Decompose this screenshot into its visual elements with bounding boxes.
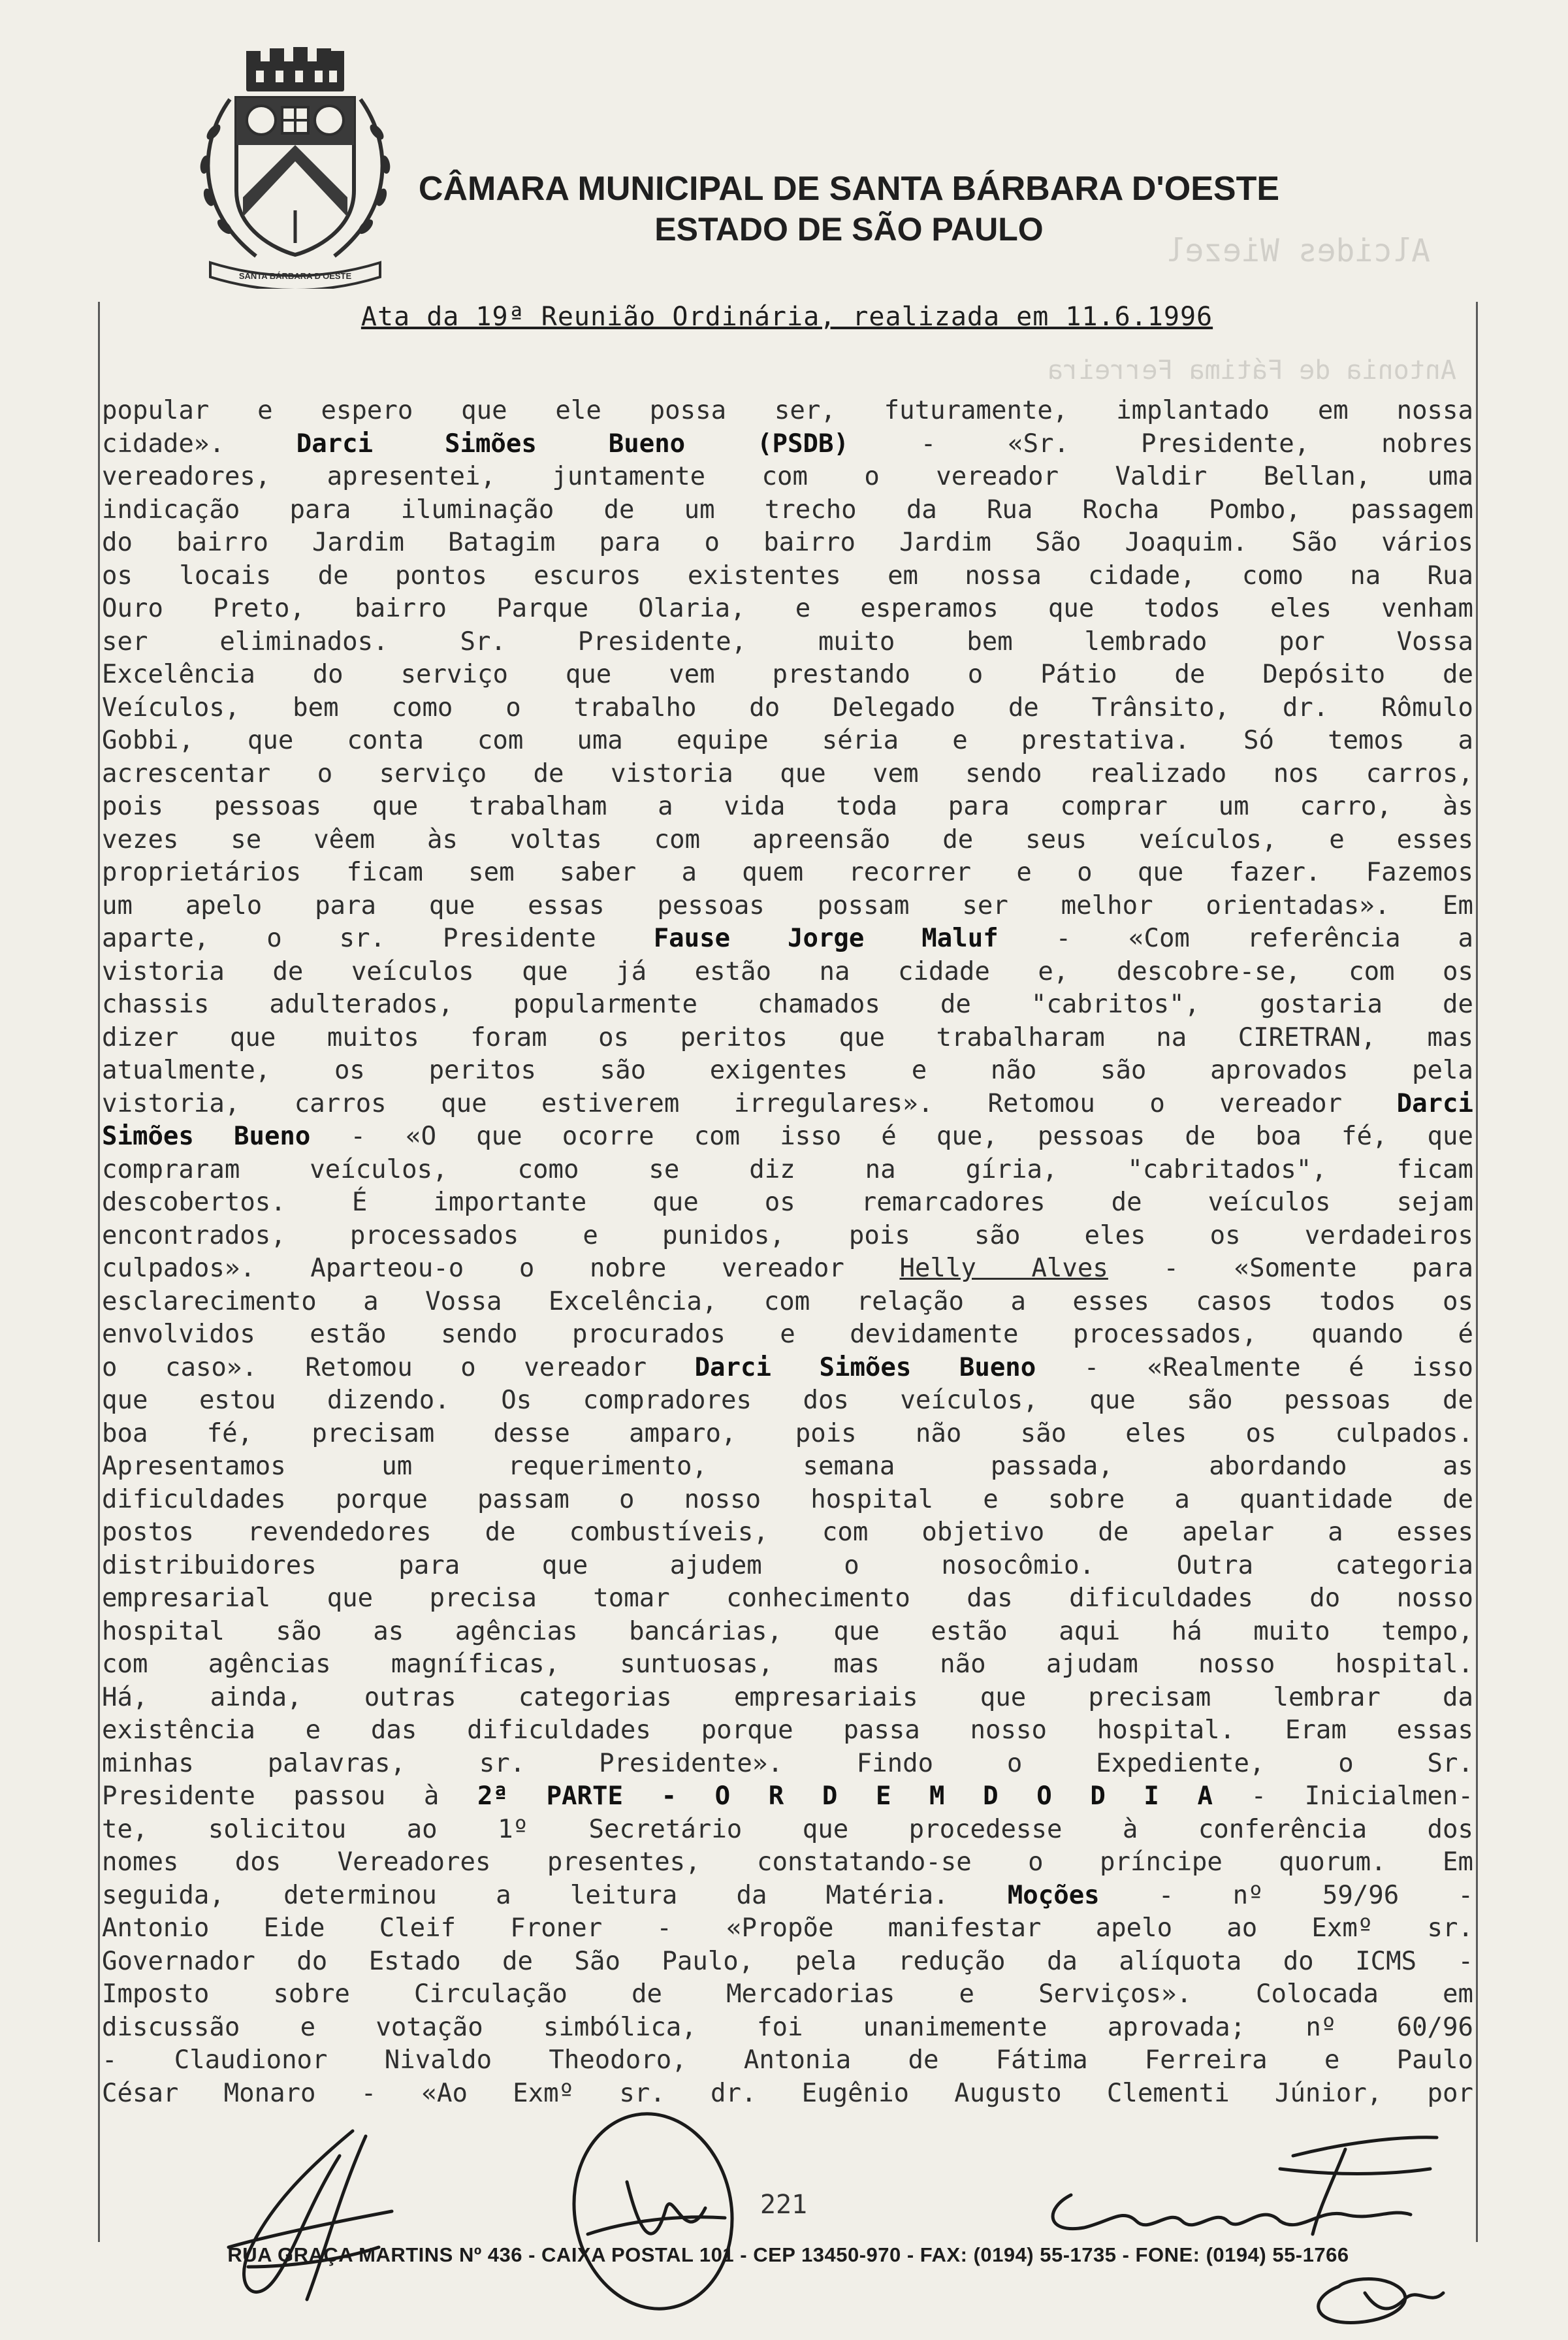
text-segment: vezes se vêem às voltas com apreensão de seus veículos, e esses	[102, 824, 1473, 854]
show-through-line-1: Alcides Wiezel	[1166, 233, 1430, 269]
text-line	[102, 2011, 1473, 2045]
text-segment: Ouro Preto, bairro Parque Olaria, e esperamos que todos eles venham	[102, 594, 1473, 623]
text-segment: distribuidores para que ajudem o nosocômio. Outra categoria	[102, 1550, 1473, 1580]
crest-ribbon-text: SANTA BÁRBARA D'OESTE	[238, 271, 352, 281]
text-line	[102, 922, 1473, 956]
text-line	[102, 956, 1473, 989]
text-line	[102, 494, 1473, 527]
text-segment: te, solicitou ao 1º Secretário que procedesse à conferência dos	[102, 1814, 1473, 1844]
text-line	[102, 1780, 1473, 1813]
text-line	[102, 1450, 1473, 1484]
text-line	[102, 1352, 1473, 1385]
text-line	[102, 1912, 1473, 1945]
text-line	[102, 1484, 1473, 1517]
bold-text-segment: Simões Bueno	[102, 1122, 311, 1151]
text-line	[102, 1945, 1473, 1979]
text-segment: nomes dos Vereadores presentes, constatando-se o príncipe quorum. Em	[102, 1847, 1473, 1877]
text-segment: dizer que muitos foram os peritos que trabalharam na CIRETRAN, mas	[102, 1022, 1473, 1052]
text-segment: o caso». Retomou o vereador	[102, 1352, 695, 1382]
text-segment: vereadores, apresentei, juntamente com o vereador Valdir Bellan, uma	[102, 462, 1473, 491]
text-line	[102, 1154, 1473, 1187]
bold-text-segment: Darci Simões Bueno	[694, 1352, 1036, 1382]
text-segment: Helly Alves	[899, 1254, 1108, 1283]
text-line	[102, 395, 1473, 428]
letterhead	[418, 169, 1280, 250]
text-line	[102, 1054, 1473, 1088]
text-segment: Governador do Estado de São Paulo, pela redução da alíquota do ICMS -	[102, 1946, 1473, 1976]
text-line	[102, 1516, 1473, 1550]
text-segment: Excelência do serviço que vem prestando o Pátio de Depósito de	[102, 660, 1473, 689]
text-segment: vistoria, carros que estiverem irregulares». Retomou o vereador	[102, 1088, 1397, 1118]
text-segment: proprietários ficam sem saber a quem recorrer e o que fazer. Fazemos	[102, 858, 1473, 887]
text-line	[102, 1616, 1473, 1649]
bold-text-segment: Darci Simões Bueno (PSDB)	[296, 429, 849, 459]
text-line	[102, 1186, 1473, 1220]
text-line	[102, 1088, 1473, 1121]
text-line	[102, 428, 1473, 461]
text-segment: Presidente passou à	[102, 1781, 477, 1811]
text-line	[102, 626, 1473, 659]
bold-text-segment: Moções	[1007, 1880, 1100, 1910]
text-segment: hospital são as agências bancárias, que estão aqui há muito tempo,	[102, 1616, 1473, 1646]
text-segment: envolvidos estão sendo procurados e devidamente processados, quando é	[102, 1320, 1473, 1349]
text-segment: existência e das dificuldades porque passa nosso hospital. Eram essas	[102, 1715, 1473, 1745]
left-margin-rule	[98, 302, 100, 2242]
text-segment: Imposto sobre Circulação de Mercadorias e Serviços». Colocada em	[102, 1979, 1473, 2009]
text-line	[102, 1714, 1473, 1747]
text-segment: - nº 59/96 -	[1099, 1880, 1473, 1910]
text-segment: aparte, o sr. Presidente	[102, 924, 654, 953]
text-line	[102, 1022, 1473, 1055]
text-segment: postos revendedores de combustíveis, com objetivo de apelar a esses	[102, 1518, 1473, 1547]
text-line	[102, 1747, 1473, 1781]
footer-address: RUA GRAÇA MARTINS Nº 436 - CAIXA POSTAL 101 - CEP 13450-970 - FAX: (0194) 55-1735 - FONE: (0194) 55-1766	[227, 2243, 1349, 2266]
text-segment: Veículos, bem como o trabalho do Delegado de Trânsito, dr. Rômulo	[102, 692, 1473, 723]
text-line	[102, 527, 1473, 560]
text-segment: do bairro Jardim Batagim para o bairro Jardim São Joaquim. São vários	[102, 528, 1473, 557]
bold-text-segment: Fause Jorge Maluf	[653, 924, 999, 953]
text-line	[102, 1120, 1473, 1154]
text-segment: descobertos. É importante que os remarcadores de veículos sejam	[102, 1188, 1473, 1217]
text-segment: - «Somente para	[1108, 1254, 1473, 1283]
text-line	[102, 1252, 1473, 1286]
text-segment: culpados». Aparteou-o o nobre vereador	[102, 1254, 900, 1283]
text-segment: encontrados, processados e punidos, pois são eles os verdadeiros	[102, 1220, 1473, 1250]
bold-text-segment: 2ª PARTE - O R D E M D O D I A	[477, 1781, 1213, 1811]
coat-of-arms	[184, 47, 406, 289]
text-line	[102, 692, 1473, 725]
text-segment: com agências magníficas, suntuosas, mas não ajudam nosso hospital.	[102, 1649, 1473, 1679]
text-line	[102, 1318, 1473, 1352]
text-segment: popular e espero que ele possa ser, futuramente, implantado em nossa	[102, 396, 1473, 425]
text-line	[102, 1550, 1473, 1583]
text-segment: - «O que ocorre com isso é que, pessoas de boa fé, que	[310, 1122, 1473, 1151]
text-segment: um apelo para que essas pessoas possam ser melhor orientadas». Em	[102, 890, 1473, 920]
text-segment: ser eliminados. Sr. Presidente, muito bem lembrado por Vossa	[102, 626, 1473, 657]
text-segment: acrescentar o serviço de vistoria que vem sendo realizado nos carros,	[102, 758, 1473, 788]
text-segment: empresarial que precisa tomar conhecimento das dificuldades do nosso	[102, 1584, 1473, 1613]
text-line	[102, 890, 1473, 923]
minutes-body	[102, 395, 1473, 2110]
text-segment: - «Sr. Presidente, nobres	[848, 429, 1473, 459]
show-through-line-2: Antonia de Fátima Ferreira	[1047, 355, 1456, 385]
text-segment: boa fé, precisam desse amparo, pois não são eles os culpados.	[102, 1418, 1473, 1448]
text-line	[102, 560, 1473, 593]
text-segment: cidade».	[102, 429, 296, 459]
text-segment: - Inicialmen-	[1213, 1781, 1473, 1811]
text-line	[102, 1978, 1473, 2011]
text-line	[102, 1879, 1473, 1913]
text-segment: vistoria de veículos que já estão na cidade e, descobre-se, com os	[102, 956, 1473, 986]
text-line	[102, 1384, 1473, 1418]
page-number: 221	[760, 2190, 808, 2220]
text-segment: Gobbi, que conta com uma equipe séria e prestativa. Só temos a	[102, 726, 1473, 755]
text-line	[102, 658, 1473, 692]
text-segment: chassis adulterados, popularmente chamados de "cabritos", gostaria de	[102, 990, 1473, 1019]
text-line	[102, 824, 1473, 857]
text-segment: - «Realmente é isso	[1036, 1352, 1473, 1382]
document-title: Ata da 19ª Reunião Ordinária, realizada em 11.6.1996	[360, 302, 1213, 332]
signature-left	[229, 2131, 392, 2299]
text-line	[102, 1648, 1473, 1682]
text-segment: - Claudionor Nivaldo Theodoro, Antonia de Fátima Ferreira e Paulo	[102, 2045, 1473, 2075]
text-segment: minhas palavras, sr. Presidente». Findo o Expediente, o Sr.	[102, 1748, 1473, 1778]
text-line	[102, 758, 1473, 791]
text-segment: seguida, determinou a leitura da Matéria.	[102, 1880, 1008, 1910]
text-segment: indicação para iluminação de um trecho da Rua Rocha Pombo, passagem	[102, 495, 1473, 525]
right-margin-rule	[1476, 302, 1478, 2242]
text-line	[102, 724, 1473, 758]
institution-name: CÂMARA MUNICIPAL DE SANTA BÁRBARA D'OESTE	[418, 170, 1280, 208]
text-segment: pois pessoas que trabalham a vida toda para comprar um carro, às	[102, 792, 1473, 821]
text-line	[102, 1220, 1473, 1253]
text-segment: esclarecimento a Vossa Excelência, com relação a esses casos todos os	[102, 1286, 1473, 1316]
state-name: ESTADO DE SÃO PAULO	[654, 211, 1044, 248]
text-segment: os locais de pontos escuros existentes em nossa cidade, como na Rua	[102, 561, 1473, 591]
text-segment: Apresentamos um requerimento, semana passada, abordando as	[102, 1452, 1473, 1481]
text-segment: discussão e votação simbólica, foi unanimemente aprovada; nº 60/96	[102, 2012, 1473, 2042]
text-line	[102, 1846, 1473, 1879]
text-segment: atualmente, os peritos são exigentes e não são aprovados pela	[102, 1056, 1473, 1085]
text-line	[102, 1286, 1473, 1319]
text-line	[102, 461, 1473, 494]
text-line	[102, 2044, 1473, 2077]
text-segment: compraram veículos, como se diz na gíria, "cabritados", ficam	[102, 1154, 1473, 1184]
text-segment: que estou dizendo. Os compradores dos veículos, que são pessoas de	[102, 1386, 1473, 1415]
text-segment: Antonio Eide Cleif Froner - «Propõe manifestar apelo ao Exmº sr.	[102, 1913, 1473, 1943]
text-line	[102, 790, 1473, 824]
text-segment: Há, ainda, outras categorias empresariais que precisam lembrar da	[102, 1682, 1473, 1712]
text-line	[102, 1813, 1473, 1847]
text-segment: César Monaro - «Ao Exmº sr. dr. Eugênio Augusto Clementi Júnior, por	[102, 2078, 1473, 2108]
text-line	[102, 988, 1473, 1022]
bold-text-segment: Darci	[1396, 1088, 1473, 1118]
signature-right	[1053, 2137, 1443, 2323]
text-segment: dificuldades porque passam o nosso hospital e sobre a quantidade de	[102, 1484, 1473, 1514]
text-line	[102, 593, 1473, 626]
text-line	[102, 1582, 1473, 1616]
text-segment: - «Com referência a	[998, 924, 1473, 953]
text-line	[102, 2077, 1473, 2111]
text-line	[102, 1682, 1473, 1715]
text-line	[102, 1418, 1473, 1451]
text-line	[102, 856, 1473, 890]
